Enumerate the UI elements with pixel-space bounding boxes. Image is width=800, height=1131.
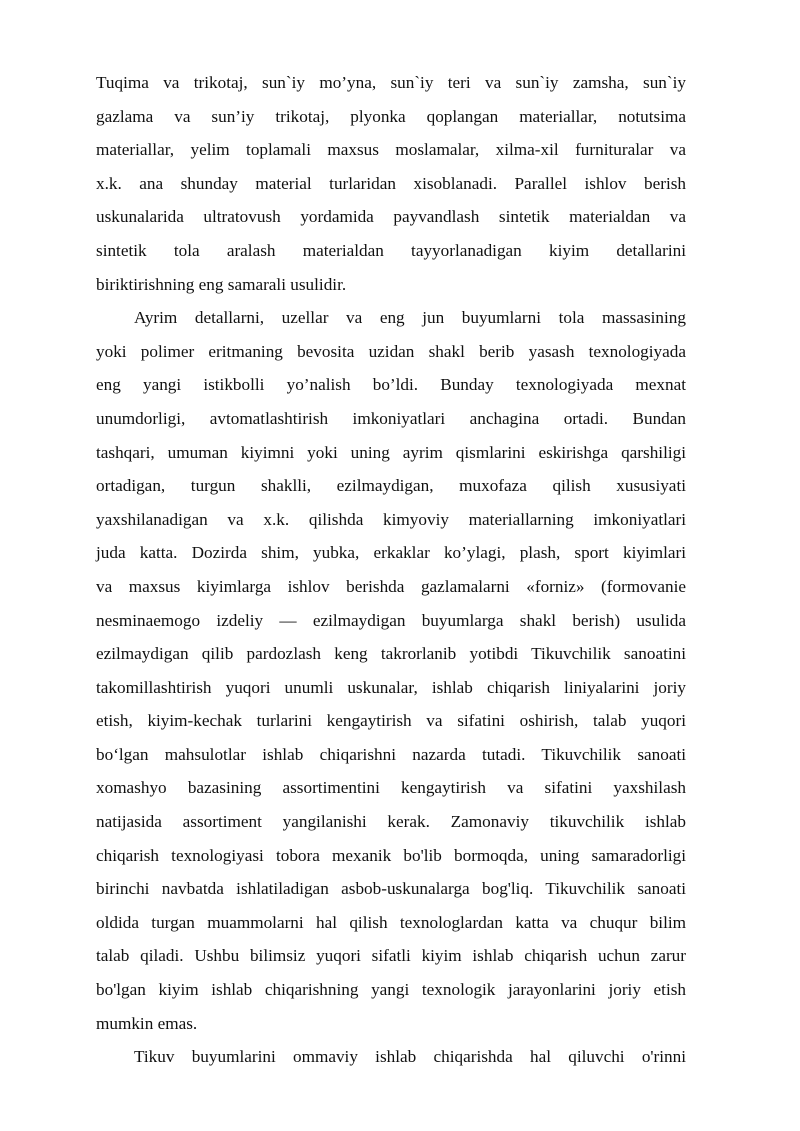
paragraph-2-line: talab qiladi. Ushbu bilimsiz yuqori sifatli kiyim ishlab chiqarish uchun zarur	[96, 946, 686, 966]
paragraph-3	[96, 1040, 686, 1074]
paragraph-3-line: Tikuv buyumlarini ommaviy ishlab chiqarishda hal qiluvchi o'rinni	[134, 1047, 686, 1067]
paragraph-2-line: yoki polimer eritmaning bevosita uzidan shakl berib yasash texnologiyada	[96, 341, 686, 361]
paragraph-1-line: biriktirishning eng samarali usulidir.	[96, 274, 347, 294]
paragraph-2-line: birinchi navbatda ishlatiladigan asbob-uskunalarga bog'liq. Tikuvchilik sanoati	[96, 879, 686, 899]
paragraph-2-line: bo'lgan kiyim ishlab chiqarishning yangi texnologik jarayonlarini joriy etish	[96, 980, 686, 1000]
paragraph-2-line: va maxsus kiyimlarga ishlov berishda gazlamalarni «forniz» (formovanie	[96, 576, 686, 596]
paragraph-2-line: chiqarish texnologiyasi tobora mexanik bo'lib bormoqda, uning samaradorligi	[96, 845, 686, 865]
paragraph-2-line: takomillashtirish yuqori unumli uskunalar, ishlab chiqarish liniyalarini joriy	[96, 677, 686, 697]
paragraph-2-line: Ayrim detallarni, uzellar va eng jun buyumlarni tola massasining	[134, 308, 686, 328]
paragraph-2-line: etish, kiyim-kechak turlarini kengaytirish va sifatini oshirish, talab yuqori	[96, 711, 686, 731]
paragraph-2-line: xomashyo bazasining assortimentini kengaytirish va sifatini yaxshilash	[96, 778, 686, 798]
paragraph-2-line: eng yangi istikbolli yo’nalish bo’ldi. Bunday texnologiyada mexnat	[96, 375, 686, 395]
paragraph-1-line: Tuqima va trikotaj, sun`iy mo’yna, sun`iy teri va sun`iy zamsha, sun`iy	[96, 73, 686, 92]
paragraph-2-line: natijasida assortiment yangilanishi kerak. Zamonaviy tikuvchilik ishlab	[96, 812, 686, 832]
paragraph-2-line: tashqari, umuman kiyimni yoki uning ayrim qismlarini eskirishga qarshiligi	[96, 442, 686, 462]
paragraph-1-line: uskunalarida ultratovush yordamida payvandlash sintetik materialdan va	[96, 207, 686, 227]
paragraph-1-line: sintetik tola aralash materialdan tayyorlanadigan kiyim detallarini	[96, 240, 686, 260]
paragraph-2-line: ortadigan, turgun shaklli, ezilmaydigan, muxofaza qilish xususiyati	[96, 476, 686, 496]
paragraph-2-line: mumkin emas.	[96, 1013, 198, 1033]
paragraph-2-line: ezilmaydigan qilib pardozlash keng takrorlanib yotibdi Tikuvchilik sanoatini	[96, 644, 686, 664]
document-page	[96, 66, 686, 1074]
paragraph-1	[96, 66, 686, 301]
paragraph-1-line: gazlama va sun’iy trikotaj, plyonka qoplangan materiallar, notutsima	[96, 106, 686, 126]
paragraph-2-line: oldida turgan muammolarni hal qilish texnologlardan katta va chuqur bilim	[96, 912, 686, 932]
paragraph-1-line: x.k. ana shunday material turlaridan xisoblanadi. Parallel ishlov berish	[96, 173, 686, 193]
paragraph-2-line: juda katta. Dozirda shim, yubka, erkaklar ko’ylagi, plash, sport kiyimlari	[96, 543, 686, 563]
paragraph-2-line: bo‘lgan mahsulotlar ishlab chiqarishni nazarda tutadi. Tikuvchilik sanoati	[96, 744, 686, 764]
paragraph-2	[96, 301, 686, 1040]
paragraph-2-line: unumdorligi, avtomatlashtirish imkoniyatlari anchagina ortadi. Bundan	[96, 408, 686, 428]
paragraph-2-line: nesminaemogo izdeliy — ezilmaydigan buyumlarga shakl berish) usulida	[96, 610, 686, 630]
paragraph-2-line: yaxshilanadigan va x.k. qilishda kimyoviy materiallarning imkoniyatlari	[96, 509, 686, 529]
paragraph-1-line: materiallar, yelim toplamali maxsus moslamalar, xilma-xil furnituralar va	[96, 140, 686, 160]
